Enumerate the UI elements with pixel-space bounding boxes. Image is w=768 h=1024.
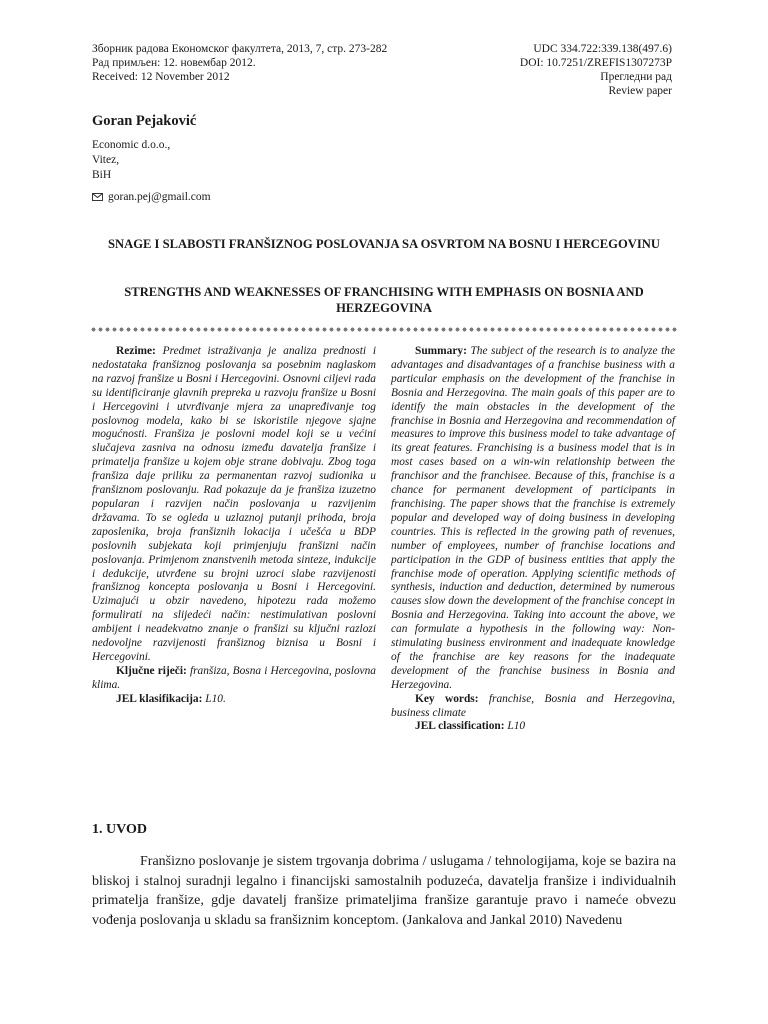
author-email-line bbox=[92, 191, 211, 203]
section-body bbox=[92, 852, 676, 930]
abstract-bosnian bbox=[92, 345, 376, 707]
udc-code: UDC 334.722:339.138(497.6) bbox=[533, 43, 672, 55]
abstract-english bbox=[391, 345, 675, 734]
abstract-en-text: The subject of the research is to analyze the advantages and disadvantages of a franchise business with a particular emphasis on the development of the franchise in Bosnia and Herzegovina. The main goals of this paper are to identify the main obstacles in the development of the franchise in Bosnia and Herzegovina and recommendation of measures to improve this business model to take advantage of its great features. Franchising is a business model that is in most cases based on a win-win relationship between the franchisor and the franchisee. Because of this, franchise is a chance for permanent development of participants in franchising. The paper shows that the franchise is extremely popular and developed way of doing business in developing countries. This is reflected in the growing path of revenues, number of employees, number of franchise locations and participation in the GDP of business entities that apply the franchise mode of operation. Applying scientific methods of synthesis, induction and deduction, determined by numerous causes slow down the development of the franchise concept in Bosnia and Herzegovina. Taking into account the above, we can formulate a hypothesis in the following way: Non-stimulating business environment and inadequate knowledge of the franchise are key reasons for the inadequate development of the franchise business in Bosnia and Herzegovina. bbox=[391, 345, 675, 691]
jel-en-label: JEL classification: bbox=[415, 720, 505, 733]
envelope-icon bbox=[92, 193, 103, 201]
keywords-en-label: Key words: bbox=[415, 692, 479, 705]
jel-bs bbox=[92, 693, 376, 707]
keywords-en-text: franchise, Bosnia and Herzegovina, business climate bbox=[391, 692, 675, 719]
affiliation-country: BiH bbox=[92, 169, 112, 181]
jel-en bbox=[391, 720, 675, 734]
affiliation-city: Vitez, bbox=[92, 154, 120, 166]
jel-bs-code: L10. bbox=[205, 692, 226, 705]
jel-bs-label: JEL klasifikacija: bbox=[116, 692, 203, 705]
keywords-bs-label: Ključne riječi: bbox=[116, 664, 187, 677]
keywords-bs-text: franšiza, Bosna i Hercegovina, poslovna klima. bbox=[92, 664, 376, 691]
paper-type-en: Review paper bbox=[608, 85, 672, 97]
paper-title-bosnian: SNAGE I SLABOSTI FRANŠIZNOG POSLOVANJA SA OSVRTOM NA BOSNU I HERCEGOVINU bbox=[108, 237, 660, 251]
dotted-divider bbox=[90, 327, 678, 332]
received-date-en: Received: 12 November 2012 bbox=[92, 71, 230, 83]
doi: DOI: 10.7251/ZREFIS1307273P bbox=[519, 57, 672, 69]
paper-type-sr: Прегледни рад bbox=[600, 71, 672, 83]
body-paragraph: Franšizno poslovanje je sistem trgovanja dobrima / uslugama / tehnologijama, koje se bazira na bliskoj i stalnoj suradnji legalno i financijski samostalnih poduzeća, davatelja franšize i individualnih primatelja franšize, gdje davatelj franšize primateljima franšize garantuje pravo i nameće obvezu vođenja poslovanja u skladu sa franšiznim konceptom. (Jankalova and Jankal 2010) Navedenu bbox=[92, 854, 676, 928]
jel-en-code: L10 bbox=[507, 720, 526, 733]
abstract-en-label: Summary: bbox=[415, 345, 467, 357]
journal-citation: Зборник радова Економског факултета, 2013, 7, стр. 273-282 bbox=[92, 43, 388, 55]
paper-title-english: STRENGTHS AND WEAKNESSES OF FRANCHISING WITH EMPHASIS ON BOSNIA AND HERZEGOVINA bbox=[124, 285, 644, 315]
author-email[interactable]: goran.pej@gmail.com bbox=[108, 191, 211, 203]
abstract-bs-text: Predmet istraživanja je analiza prednosti i nedostataka franšiznog poslovanja sa posebnim naglaskom na razvoj franšize u Bosni i Hercegovini. Osnovni ciljevi rada su identificiranje glavnih prepreka u razvoju franšize u Bosni i Hercegovini i utvrđivanje mjera za unapređivanje tog poslovnog modela, kako bi se iskoristile njegove sjajne mogućnosti. Franšiza je poslovni model koji se u većini slučajeva zasniva na odnosu između davatelja franšize i primatelja franšize u kojem obje strane dobivaju. Zbog toga franšiza daje priliku za permanentan razvoj sudionika u franšiznom poslovanju. Rad pokazuje da je franšiza izuzetno popularan i razvijen način poslovanja u razvijenim državama. To se ogleda u uzlaznoj putanji prihoda, broja zaposlenika, broja franšiznih lokacija i učešća u BDP poslovnih subjekata koji primjenjuju franšizni način poslovanja. Primjenom znanstvenih metoda sinteze, indukcije i dedukcije, utvrđene su brojni uzroci slabe razvijenosti franšiznog koncepta poslovanja u Bosni i Hercegovini. Uzimajući u obzir navedeno, hipotezu rada možemo formulirati na slijedeći način: nestimulativan poslovni ambijent i neadekvatno znanje o franšizi su ključni razlozi nedovoljne razvijenosti franšiznog biznisa u Bosni i Hercegovini. bbox=[92, 345, 376, 663]
journal-header-left bbox=[92, 42, 387, 84]
received-date-sr: Рад примљен: 12. новембар 2012. bbox=[92, 57, 256, 69]
abstract-bs-label: Rezime: bbox=[116, 345, 156, 357]
abstract-en-body bbox=[391, 345, 675, 693]
section-heading: 1. UVOD bbox=[92, 822, 147, 837]
author-name: Goran Pejaković bbox=[92, 113, 197, 129]
journal-header-right bbox=[520, 42, 672, 98]
abstract-bs-body bbox=[92, 345, 376, 665]
author-affiliation bbox=[92, 138, 170, 183]
keywords-en bbox=[391, 693, 675, 721]
affiliation-company: Economic d.o.o., bbox=[92, 139, 171, 151]
keywords-bs bbox=[92, 665, 376, 693]
